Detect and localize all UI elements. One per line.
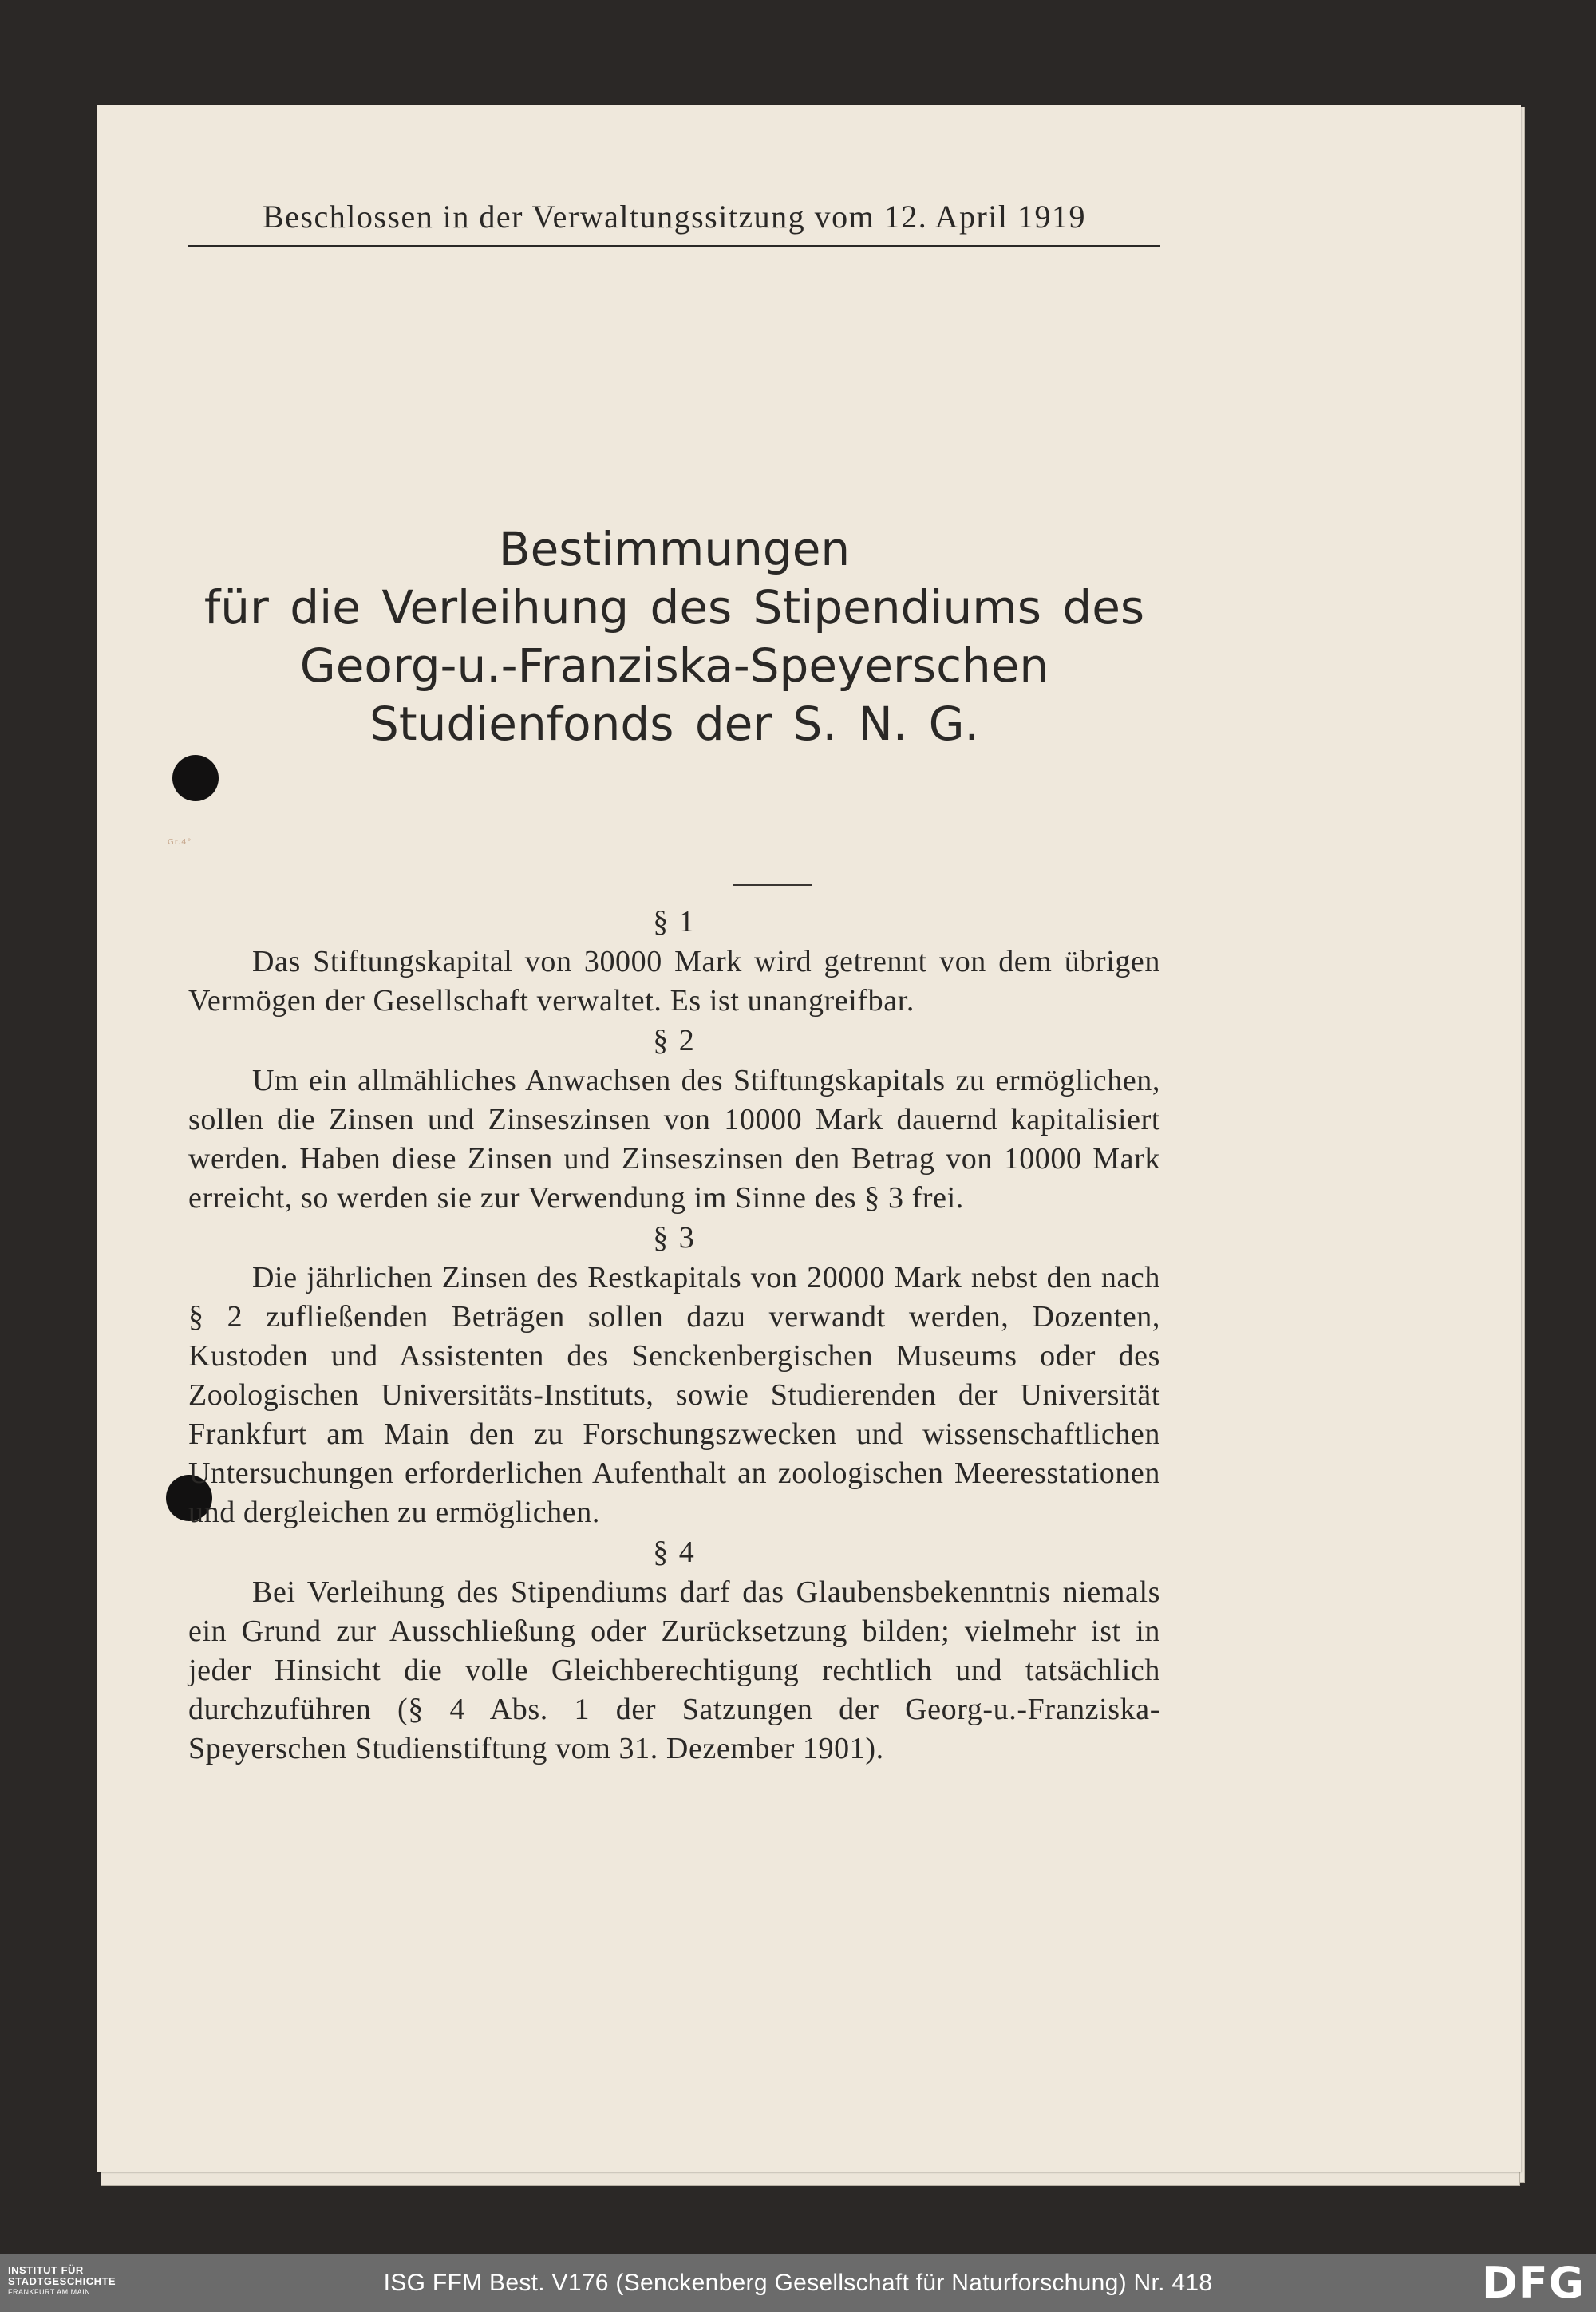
title-line-4: Studienfonds der S. N. G.: [369, 697, 979, 751]
section-1-text: Das Stiftungskapital von 30000 Mark wird getrennt von dem übrigen Vermögen der Gesellschaft verwaltet. Es ist unangreifbar.: [188, 945, 1160, 1018]
title-line-1: Bestimmungen: [498, 522, 851, 576]
institute-line-2: STADTGESCHICHTE: [8, 2275, 117, 2287]
document-title: [188, 520, 1160, 753]
institute-line-1: INSTITUT FÜR: [8, 2264, 84, 2276]
dfg-logo: DFG: [1481, 2258, 1585, 2308]
section-2-mark: § 2: [653, 1024, 696, 1057]
section-4-text: Bei Verleihung des Stipendiums darf das Glaubensbekenntnis niemals ein Grund zur Ausschließung oder Zurücksetzung bilden; vielmehr ist in jeder Hinsicht die volle Gleichberechtigung rechtlich und tatsächlich durchzuführen (§ 4 Abs. 1 der Satzungen der Georg-u.-Franziska-Speyerschen Studienstiftung vom 31. Dezember 1901).: [188, 1575, 1160, 1765]
pencil-margin-note: Gr.4°: [168, 838, 192, 847]
title-divider: [733, 884, 812, 886]
institute-line-3: FRANKFURT AM MAIN: [8, 2288, 91, 2296]
archive-footer-bar: [0, 2254, 1596, 2312]
resolution-header: Beschlossen in der Verwaltungssitzung vom 12. April 1919: [188, 198, 1160, 247]
section-3-mark: § 3: [653, 1221, 696, 1255]
institute-logo: [8, 2265, 116, 2297]
section-4-mark: § 4: [653, 1535, 696, 1569]
section-2-text: Um ein allmähliches Anwachsen des Stiftungskapitals zu ermöglichen, sollen die Zinsen und Zinseszinsen von 10000 Mark dauernd kapitalisiert werden. Haben diese Zinsen und Zinseszinsen den Betrag von 10000 Mark erreicht, so werden sie zur Verwendung im Sinne des § 3 frei.: [188, 1064, 1160, 1215]
punch-hole-top: [172, 755, 219, 801]
title-line-3: Georg-u.-Franziska-Speyerschen: [299, 638, 1049, 693]
section-3-text: Die jährlichen Zinsen des Restkapitals von 20000 Mark nebst den nach § 2 zufließenden Beträgen sollen dazu verwandt werden, Dozenten, Kustoden und Assistenten des Senckenbergischen Museums oder des Zoologischen Universitäts-Instituts, sowie Studierenden der Universität Frankfurt am Main den zu Forschungszwecken und wissenschaftlichen Untersuchungen erforderlichen Aufenthalt an zoologischen Meeresstationen und dergleichen zu ermöglichen.: [188, 1261, 1160, 1529]
section-1-mark: § 1: [653, 905, 696, 939]
archive-caption: ISG FFM Best. V176 (Senckenberg Gesellschaft für Naturforschung) Nr. 418: [383, 2270, 1213, 2296]
regulations-body: [188, 902, 1160, 1769]
title-line-2: für die Verleihung des Stipendiums des: [203, 580, 1145, 634]
